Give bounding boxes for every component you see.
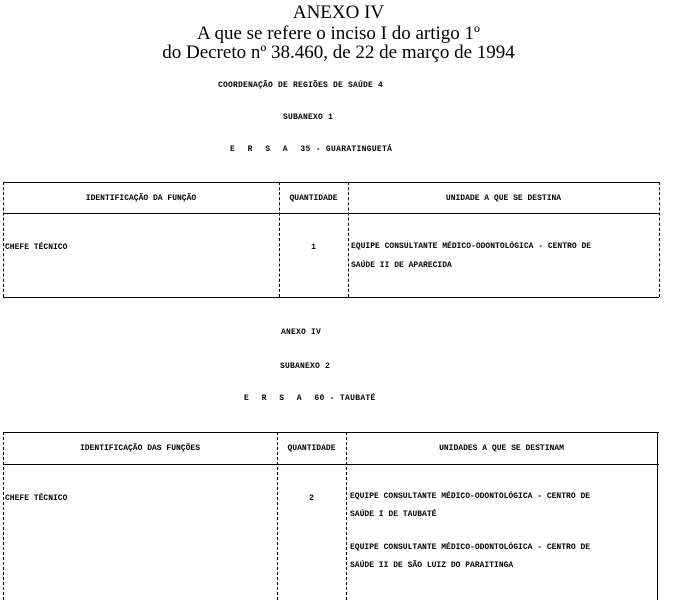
anexo-iv-heading: ANEXO IV [281, 328, 322, 337]
subanexo-2-heading: SUBANEXO 2 [280, 362, 331, 371]
ersa-60-heading [244, 394, 376, 403]
row-quantity: 1 [311, 243, 316, 252]
row-destination-2-line1: EQUIPE CONSULTANTE MÉDICO-ODONTOLÓGICA - CENTRO DE [350, 543, 591, 552]
row-quantity: 2 [309, 494, 314, 503]
coordination-heading: COORDENAÇÃO DE REGIÕES DE SAÚDE 4 [218, 81, 384, 90]
table-header-quantity: QUANTIDADE [289, 194, 338, 203]
annex-subtitle-line2: do Decreto nº 38.460, de 22 de março de 1994 [162, 42, 515, 63]
ersa-35-heading [230, 145, 392, 154]
subanexo-1-heading: SUBANEXO 1 [283, 113, 334, 122]
row-destination-1-line1: EQUIPE CONSULTANTE MÉDICO-ODONTOLÓGICA - CENTRO DE [350, 492, 591, 501]
annex-title: ANEXO IV [292, 2, 385, 23]
row-destination-1-line2: SAÚDE I DE TAUBATÉ [350, 510, 437, 519]
row-destination-2-line2: SAÚDE II DE SÃO LUIZ DO PARAITINGA [350, 561, 514, 570]
row-function: CHEFE TÉCNICO [5, 494, 68, 503]
table-header-destination: UNIDADE A QUE SE DESTINA [445, 194, 562, 203]
table-header-destinations: UNIDADES A QUE SE DESTINAM [439, 444, 564, 453]
row-destination-line2: SAÚDE II DE APARECIDA [351, 261, 452, 270]
row-destination-line1: EQUIPE CONSULTANTE MÉDICO-ODONTOLÓGICA - CENTRO DE [351, 242, 592, 251]
ersa-name: 60 - TAUBATÉ [314, 394, 376, 403]
annex-subtitle-line1: A que se refere o inciso I do artigo 1º [197, 23, 480, 44]
row-function: CHEFE TÉCNICO [5, 243, 68, 252]
ersa-prefix: E R S A [244, 394, 306, 403]
ersa-prefix: E R S A [230, 145, 292, 154]
table-header-quantity: QUANTIDADE [287, 444, 336, 453]
ersa-name: 35 - GUARATINGUETÁ [300, 145, 393, 154]
table-header-function: IDENTIFICAÇÃO DA FUNÇÃO [85, 194, 197, 203]
table-header-functions: IDENTIFICAÇÃO DAS FUNÇÕES [79, 444, 201, 453]
